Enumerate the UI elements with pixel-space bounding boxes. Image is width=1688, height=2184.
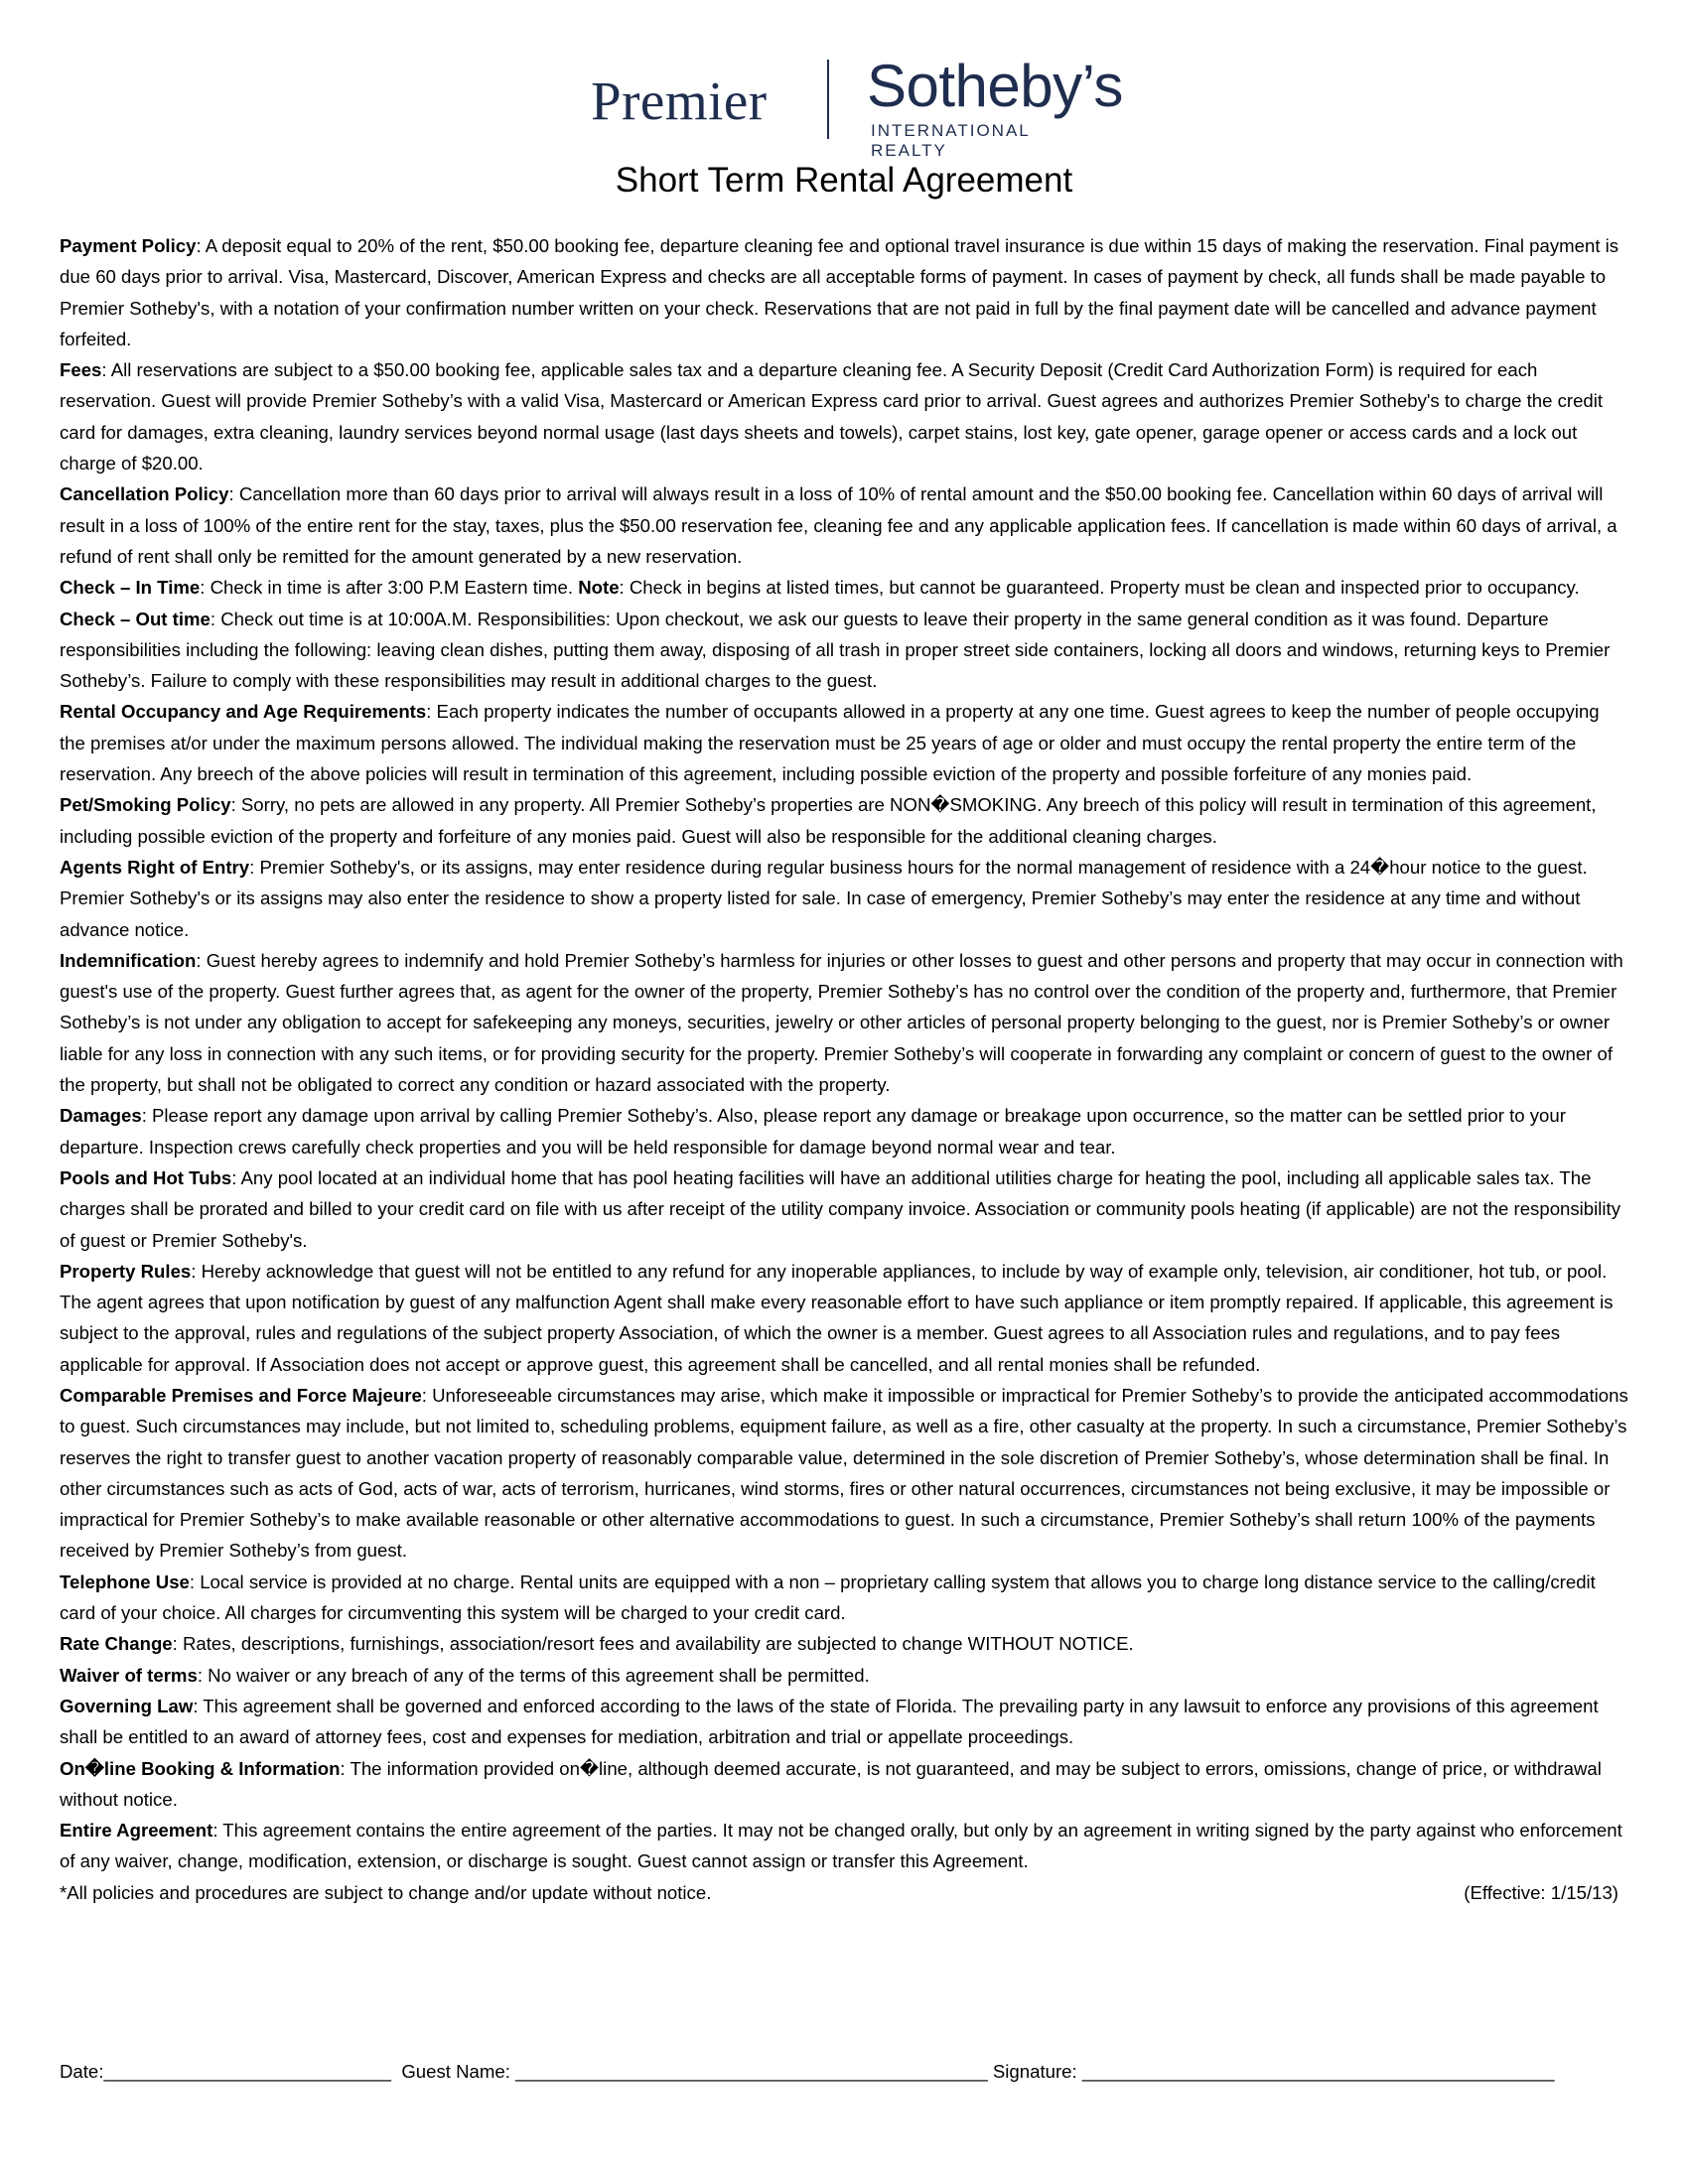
document-title: Short Term Rental Agreement [615,161,1073,200]
section-property-rules [60,1256,1628,1380]
section-damages [60,1100,1628,1162]
section-heading: Check – Out time [60,608,211,629]
section-heading: Check – In Time [60,577,201,599]
section-heading: Indemnification [60,949,197,971]
section-text: : A deposit equal to 20% of the rent, $50.00 booking fee, departure cleaning fee and optional travel insurance is due within 15 days of making the reservation. Final payment is due 60 days prior to arrival. Visa, Mastercard, Discover, American Express and checks are all acceptable forms of payment. In cases of payment by check, all funds shall be made payable to Premier Sotheby's, with a notation of your confirmation number written on your check. Reservations that are not paid in full by the final payment date will be cancelled and advance payment forfeited. [60,235,1619,349]
section-text: : Each property indicates the number of occupants allowed in a property at any one time. Guest agrees to keep the number of people occupying the premises at/or under the maximum persons allowed. The individual making the reservation must be 25 years of age or older and must occupy the rental property the entire term of the reservation. Any breech of the above policies will result in termination of this agreement, including possible eviction of the property and possible forfeiture of any monies paid. [60,701,1600,785]
section-text: : Rates, descriptions, furnishings, association/resort fees and availability are subjected to change WITHOUT NOTICE. [172,1633,1134,1655]
section-rate-change [60,1628,1628,1659]
section-subheading: Note [578,577,620,599]
section-pools [60,1162,1628,1256]
section-telephone-use [60,1567,1628,1629]
section-text: : Guest hereby agrees to indemnify and hold Premier Sotheby’s harmless for injuries or other losses to guest and other persons and property that may occur in connection with guest's use of the property. Guest further agrees that, as agent for the owner of the property, Premier Sotheby’s has no control over the condition of the property and, furthermore, that Premier Sotheby’s is not under any obligation to accept for safekeeping any moneys, securities, jewelry or other articles of personal property belonging to the guest, nor is Premier Sotheby’s or owner liable for any loss in connection with any such items, or for providing security for the property. Premier Sotheby’s will cooperate in forwarding any complaint or concern of guest to the owner of the property, but shall not be obligated to correct any condition or hazard associated with the property. [60,949,1623,1096]
section-force-majeure [60,1380,1628,1567]
company-logo [591,52,1123,160]
logo-subtext: INTERNATIONAL REALTY [871,121,1031,160]
section-heading: Rate Change [60,1633,173,1655]
section-text: : Check in begins at listed times, but cannot be guaranteed. Property must be clean and inspected prior to occupancy. [619,577,1580,599]
section-heading: Comparable Premises and Force Majeure [60,1384,422,1406]
section-entire-agreement [60,1815,1628,1877]
section-governing-law [60,1691,1628,1753]
section-text: : This agreement contains the entire agreement of the parties. It may not be changed orally, but only by an agreement in writing signed by the party against who enforcement of any waiver, change, modification, extension, or discharge is sought. Guest cannot assign or transfer this Agreement. [60,1820,1622,1872]
section-heading: Rental Occupancy and Age Requirements [60,701,427,723]
guest-name-label: Guest Name: [391,2061,516,2082]
section-pet-smoking [60,789,1628,852]
section-text: : This agreement shall be governed and enforced according to the laws of the state of Florida. The prevailing party in any lawsuit to enforce any provisions of this agreement shall be entitled to an award of attorney fees, cost and expenses for mediation, arbitration and trial or appellate proceedings. [60,1695,1599,1748]
section-heading: Fees [60,359,102,381]
section-heading: Property Rules [60,1260,192,1282]
logo-premier-text: Premier [591,70,768,131]
section-heading: Damages [60,1105,142,1127]
section-heading: Governing Law [60,1695,194,1716]
section-check-in [60,572,1628,603]
section-text: : Hereby acknowledge that guest will not be entitled to any refund for any inoperable appliances, to include by way of example only, television, air conditioner, hot tub, or pool. The agent agrees that upon notification by guest of any malfunction Agent shall make every reasonable effort to have such appliance or item promptly repaired. If applicable, this agreement is subject to the approval, rules and regulations of the subject property Association, of which the owner is a member. Guest agrees to all Association rules and regulations, and to pay fees applicable for approval. If Association does not accept or approve guest, this agreement shall be cancelled, and all rental monies shall be refunded. [60,1260,1614,1375]
section-heading: Entire Agreement [60,1820,213,1842]
logo-sothebys-text: Sotheby’s [867,53,1123,119]
section-text: : No waiver or any breach of any of the terms of this agreement shall be permitted. [197,1664,870,1686]
section-payment-policy [60,230,1628,354]
section-waiver [60,1660,1628,1691]
section-text: : Local service is provided at no charge. Rental units are equipped with a non – proprietary calling system that allows you to charge long distance service to the calling/credit card of your choice. All charges for circumventing this system will be charged to your credit card. [60,1570,1596,1624]
logo-divider [827,60,829,139]
section-text: : Check in time is after 3:00 P.M Eastern time. [200,577,579,599]
section-right-of-entry [60,852,1628,945]
section-indemnification [60,945,1628,1100]
section-text: : Unforeseeable circumstances may arise, which make it impossible or impractical for Premier Sotheby’s to provide the anticipated accommodations to guest. Such circumstances may include, but not limited to, scheduling problems, equipment failure, as well as a fire, other casualty at the property. In such a circumstance, Premier Sotheby’s reserves the right to transfer guest to another vacation property of reasonably comparable value, determined in the sole discretion of Premier Sotheby’s, whose determination shall be final. In other circumstances such as acts of God, acts of war, acts of terrorism, hurricanes, wind storms, fires or other natural occurrences, circumstances not being exclusive, it may be impossible or impractical for Premier Sotheby’s to make available reasonable or other alternative accommodations to guest. In such a circumstance, Premier Sotheby’s shall return 100% of the payments received by Premier Sotheby’s from guest. [60,1384,1628,1562]
policy-footer-note [60,1877,1628,1908]
section-text: : Sorry, no pets are allowed in any property. All Premier Sotheby’s properties are NON�SMOKING. Any breech of this policy will result in termination of this agreement, including possible eviction of the property and forfeiture of any monies paid. Guest will also be responsible for the additional cleaning charges. [60,794,1597,847]
section-text: : Cancellation more than 60 days prior to arrival will always result in a loss of 10% of rental amount and the $50.00 booking fee. Cancellation within 60 days of arrival will result in a loss of 100% of the entire rent for the stay, taxes, plus the $50.00 reservation fee, cleaning fee and any applicable application fees. If cancellation is made within 60 days of arrival, a refund of rent shall only be remitted for the amount generated by a new reservation. [60,483,1618,567]
section-text: : All reservations are subject to a $50.00 booking fee, applicable sales tax and a departure cleaning fee. A Security Deposit (Credit Card Authorization Form) is required for each reservation. Guest will provide Premier Sotheby’s with a valid Visa, Mastercard or American Express card prior to arrival. Guest agrees and authorizes Premier Sotheby's to charge the credit card for damages, extra cleaning, laundry services beyond normal usage (last days sheets and towels), carpet stains, lost key, gate opener, garage opener or access cards and a lock out charge of $20.00. [60,359,1604,475]
section-fees [60,354,1628,478]
guest-name-field[interactable]: ______________________________________________ [515,2061,988,2082]
section-heading: Cancellation Policy [60,483,229,505]
section-heading: Waiver of terms [60,1664,198,1686]
date-field[interactable]: ____________________________ [103,2061,391,2082]
agreement-body [60,230,1628,1908]
section-cancellation-policy [60,478,1628,572]
section-heading: Telephone Use [60,1570,190,1592]
signature-field[interactable]: ______________________________________________ [1081,2061,1555,2082]
section-heading: Pools and Hot Tubs [60,1166,232,1188]
section-heading: Pet/Smoking Policy [60,794,231,816]
policy-change-note: *All policies and procedures are subject to change and/or update without notice. [60,1881,712,1903]
section-heading: Agents Right of Entry [60,856,250,878]
signature-row [60,2061,1628,2083]
section-text: : Please report any damage upon arrival by calling Premier Sotheby’s. Also, please report any damage or breakage upon occurrence, so the matter can be settled prior to your departure. Inspection crews carefully check properties and you will be held responsible for damage beyond normal wear and tear. [60,1105,1566,1158]
signature-label: Signature: [987,2061,1082,2082]
date-label: Date: [60,2061,104,2082]
section-check-out [60,604,1628,697]
section-online-booking [60,1753,1628,1816]
section-heading: On�line Booking & Information [60,1757,341,1779]
section-text: : The information provided on�line, although deemed accurate, is not guaranteed, and may be subject to errors, omissions, change of price, or withdrawal without notice. [60,1757,1602,1810]
section-occupancy [60,696,1628,789]
section-text: : Any pool located at an individual home that has pool heating facilities will have an additional utilities charge for heating the pool, including all applicable sales tax. The charges shall be prorated and billed to your credit card on file with us after receipt of the utility company invoice. Association or community pools heating (if applicable) are not the responsibility of guest or Premier Sotheby's. [60,1166,1620,1251]
section-text: : Premier Sotheby's, or its assigns, may enter residence during regular business hours for the normal management of residence with a 24�hour notice to the guest. Premier Sotheby's or its assigns may also enter the residence to show a property listed for sale. In case of emergency, Premier Sotheby’s may enter the residence at any time and without advance notice. [60,856,1588,940]
section-heading: Payment Policy [60,235,197,256]
effective-date: (Effective: 1/15/13) [1464,1881,1618,1903]
section-text: : Check out time is at 10:00A.M. Responsibilities: Upon checkout, we ask our guests to leave their property in the same general condition as it was found. Departure responsibilities including the following: leaving clean dishes, putting them away, disposing of all trash in proper street side containers, locking all doors and windows, returning keys to Premier Sotheby’s. Failure to comply with these responsibilities may result in additional charges to the guest. [60,608,1611,692]
